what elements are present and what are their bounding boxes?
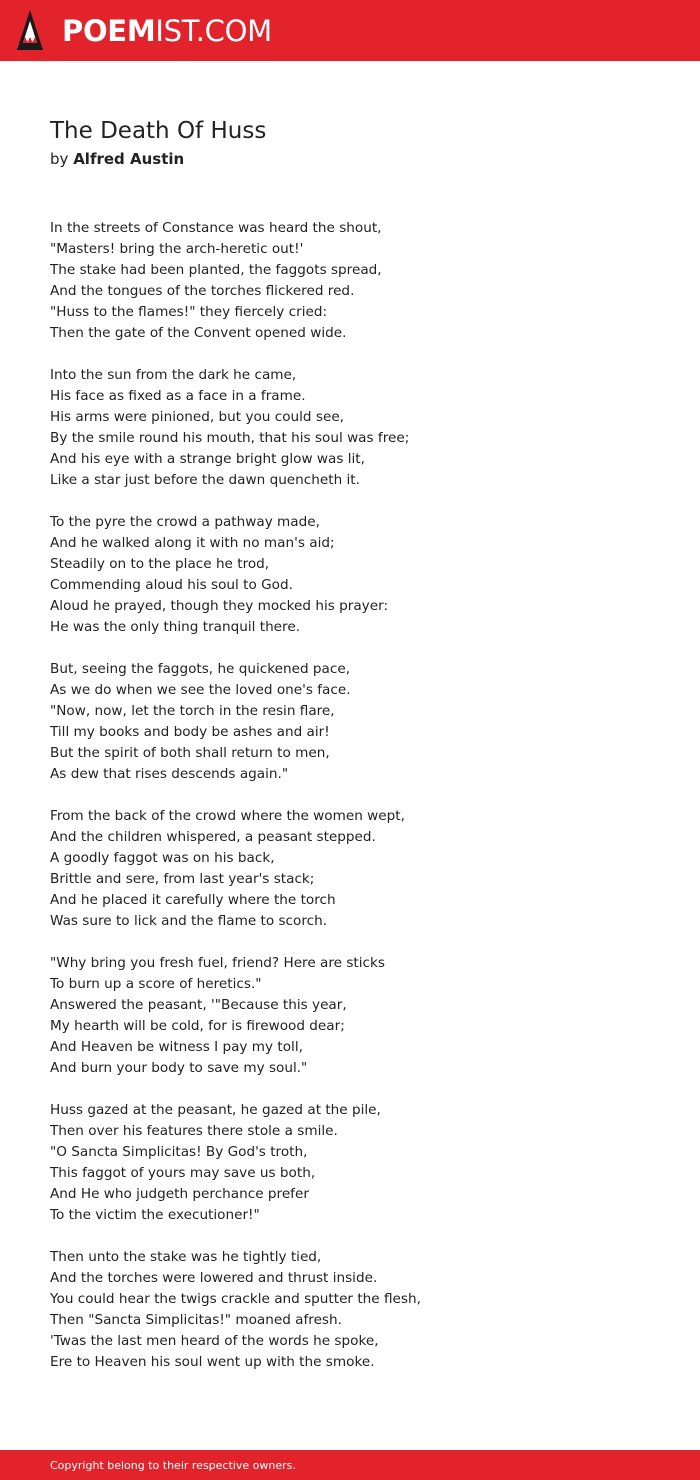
poem-line: As dew that rises descends again." — [50, 766, 289, 782]
poem-line: And Heaven be witness I pay my toll, — [50, 1039, 303, 1055]
byline-prefix: by — [50, 150, 69, 168]
poem-line: To burn up a score of heretics." — [50, 976, 262, 992]
poem-line: A goodly faggot was on his back, — [50, 850, 275, 866]
poem-line: And he placed it carefully where the torch — [50, 892, 336, 908]
byline — [50, 148, 184, 170]
poem-line: And He who judgeth perchance prefer — [50, 1186, 309, 1202]
poem-line: As we do when we see the loved one's face. — [50, 682, 351, 698]
poem-line: Then "Sancta Simplicitas!" moaned afresh. — [50, 1312, 342, 1328]
poem-line: Huss gazed at the peasant, he gazed at the pile, — [50, 1102, 381, 1118]
stanza — [50, 1100, 670, 1226]
poem-line: "Masters! bring the arch-heretic out!' — [50, 241, 304, 257]
site-logo[interactable] — [62, 12, 272, 50]
poem-line: His arms were pinioned, but you could see, — [50, 409, 345, 425]
pencil-tip-icon[interactable] — [16, 9, 44, 51]
author-name: Alfred Austin — [73, 150, 185, 168]
poem-line: And he walked along it with no man's aid; — [50, 535, 335, 551]
brand-bold: POEM — [62, 14, 156, 48]
poem-line: Steadily on to the place he trod, — [50, 556, 270, 572]
poem-line: Brittle and sere, from last year's stack; — [50, 871, 315, 887]
poem-line: My hearth will be cold, for is firewood dear; — [50, 1018, 345, 1034]
poem-line: 'Twas the last men heard of the words he spoke, — [50, 1333, 379, 1349]
poem-line: "Why bring you fresh fuel, friend? Here are sticks — [50, 955, 385, 971]
poem-title: The Death Of Huss — [50, 118, 267, 144]
poem-line: Ere to Heaven his soul went up with the smoke. — [50, 1354, 375, 1370]
site-header — [0, 0, 700, 61]
poem-line: You could hear the twigs crackle and sputter the flesh, — [50, 1291, 421, 1307]
stanza — [50, 806, 670, 932]
stanza — [50, 512, 670, 638]
poem-line: And the tongues of the torches flickered red. — [50, 283, 355, 299]
poem-line: Into the sun from the dark he came, — [50, 367, 297, 383]
poem-line: And the children whispered, a peasant stepped. — [50, 829, 376, 845]
poem-line: By the smile round his mouth, that his soul was free; — [50, 430, 410, 446]
poem-line: From the back of the crowd where the women wept, — [50, 808, 405, 824]
poem-line: "Huss to the flames!" they fiercely cried: — [50, 304, 328, 320]
stanza — [50, 953, 670, 1079]
poem-line: Answered the peasant, '"Because this year, — [50, 997, 347, 1013]
poem-line: To the pyre the crowd a pathway made, — [50, 514, 320, 530]
poem-line: Was sure to lick and the flame to scorch. — [50, 913, 328, 929]
stanza — [50, 1247, 670, 1373]
poem-line: His face as fixed as a face in a frame. — [50, 388, 306, 404]
poem-line: Then unto the stake was he tightly tied, — [50, 1249, 322, 1265]
poem-line: Then the gate of the Convent opened wide. — [50, 325, 347, 341]
poem-line: But, seeing the faggots, he quickened pace, — [50, 661, 351, 677]
site-footer — [0, 1450, 700, 1480]
stanza — [50, 365, 670, 491]
poem-line: But the spirit of both shall return to men, — [50, 745, 330, 761]
poem-line: Like a star just before the dawn quencheth it. — [50, 472, 360, 488]
poem-line: Commending aloud his soul to God. — [50, 577, 293, 593]
poem-line: And burn your body to save my soul." — [50, 1060, 308, 1076]
copyright-notice: Copyright belong to their respective owners. — [50, 1459, 296, 1472]
poem-line: In the streets of Constance was heard the shout, — [50, 220, 382, 236]
poem-line: And the torches were lowered and thrust inside. — [50, 1270, 378, 1286]
poem-line: "Now, now, let the torch in the resin flare, — [50, 703, 335, 719]
poem-line: And his eye with a strange bright glow was lit, — [50, 451, 365, 467]
poem-line: Then over his features there stole a smile. — [50, 1123, 338, 1139]
poem-line: To the victim the executioner!" — [50, 1207, 260, 1223]
poem-line: Till my books and body be ashes and air! — [50, 724, 330, 740]
brand-light: IST.COM — [155, 14, 272, 48]
poem-line: Aloud he prayed, though they mocked his prayer: — [50, 598, 389, 614]
stanza — [50, 659, 670, 785]
stanza — [50, 218, 670, 344]
poem-line: He was the only thing tranquil there. — [50, 619, 301, 635]
poem-line: The stake had been planted, the faggots spread, — [50, 262, 382, 278]
poem-line: "O Sancta Simplicitas! By God's troth, — [50, 1144, 308, 1160]
poem-line: This faggot of yours may save us both, — [50, 1165, 316, 1181]
poem-body — [50, 218, 670, 1394]
